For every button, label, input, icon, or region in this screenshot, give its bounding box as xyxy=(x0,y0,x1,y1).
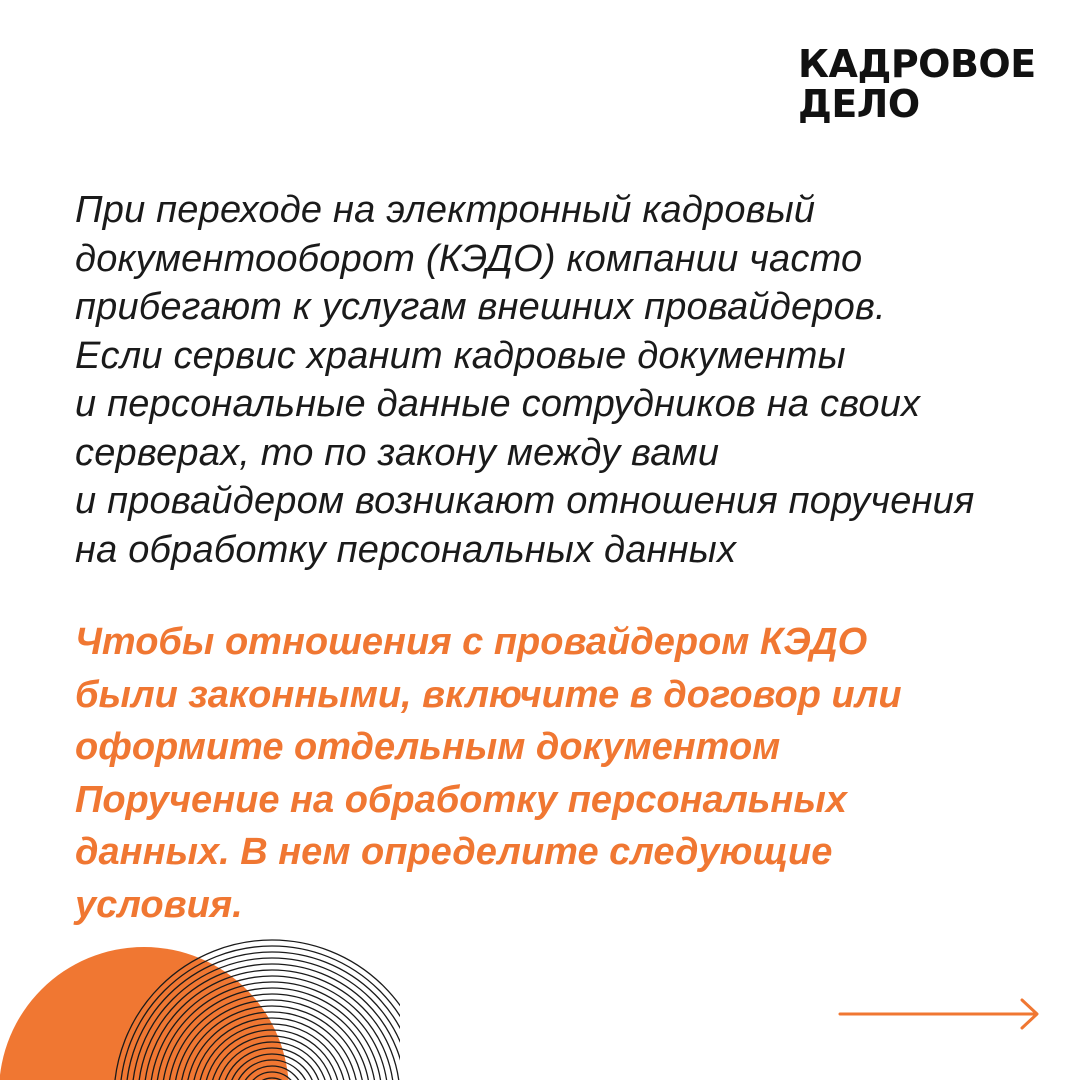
arrow-right-icon[interactable] xyxy=(838,996,1042,1032)
logo xyxy=(798,44,1058,124)
callout-line: Чтобы отношения с провайдером КЭДО xyxy=(75,621,868,663)
callout-line: Поручение на обработку персональных xyxy=(75,778,847,821)
intro-line: на обработку персональных данных xyxy=(75,528,737,571)
intro-text xyxy=(75,186,1055,574)
logo-line-2: ДЕЛО xyxy=(798,82,920,126)
intro-line: документооборот (КЭДО) компании часто xyxy=(75,237,863,280)
intro-line: При переходе на электронный кадровый xyxy=(75,189,816,231)
intro-line: и провайдером возникают отношения поручения xyxy=(75,480,975,522)
callout-line: были законными, включите в договор или xyxy=(75,673,902,716)
callout-line: условия. xyxy=(75,883,243,926)
intro-line: прибегают к услугам внешних провайдеров. xyxy=(75,286,886,328)
callout-line: данных. В нем определите следующие xyxy=(75,831,833,873)
intro-line: серверах, то по закону между вами xyxy=(75,431,720,474)
callout-text xyxy=(75,616,1055,931)
intro-line: Если сервис хранит кадровые документы xyxy=(75,334,846,377)
callout-line: оформите отдельным документом xyxy=(75,726,781,768)
logo-line-1: КАДРОВОЕ xyxy=(798,42,1036,86)
intro-line: и персональные данные сотрудников на своих xyxy=(75,383,921,425)
concentric-circles-icon xyxy=(0,930,400,1080)
